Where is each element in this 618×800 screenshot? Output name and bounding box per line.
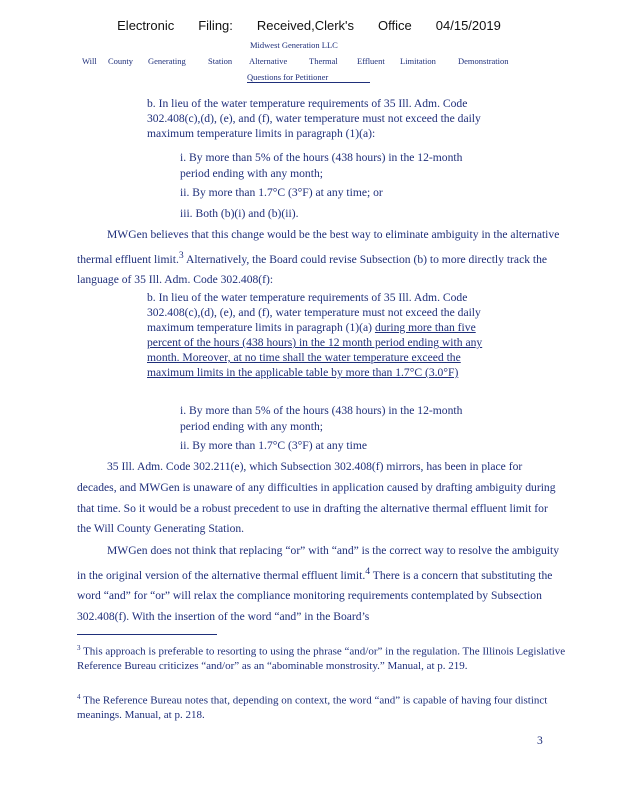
paragraph-1 [77,225,562,291]
header-word: Will [82,56,97,66]
footnote-4 [77,690,567,722]
header-word: Effluent [357,56,385,66]
header-word: County [108,56,134,66]
header-line1: Midwest Generation LLC [250,40,338,50]
stamp-office: Office [378,18,412,33]
stamp-received: Received,Clerk's [256,18,355,33]
proposal-b-i: i. By more than 5% of the hours (438 hours) in the 12-month period ending with any month; [180,151,463,180]
proposal-b-ii: ii. By more than 1.7°C (3°F) at any time; or [180,186,383,199]
paragraph-3-text-a: MWGen does not think that replacing “or” with “and” is the correct way to resolve the ambiguity in the original version of the alternative thermal effluent limit. [77,544,560,582]
header-word: Alternative [249,56,288,66]
revision-b-ii: ii. By more than 1.7°C (3°F) at any time [180,439,368,452]
header-word: Demonstration [458,56,509,66]
header-underline [247,82,370,83]
proposal-b-iii: iii. Both (b)(i) and (b)(ii). [180,207,299,220]
revision-b-inserted-text: during more than five percent of the hours (438 hours) in the 12 month period ending with any month. Moreover, at no time shall the water temperature exceed the maximum limits in the applicable table by more than 1.7°C (3.0°F) [147,321,483,379]
header-word: Generating [148,56,186,66]
header-word: Station [208,56,233,66]
stamp-kind: Electronic [117,18,175,33]
header-word: Thermal [309,56,338,66]
page-number: 3 [537,734,543,747]
header-word: Limitation [400,56,436,66]
paragraph-3-text-b: There is a concern that substituting the word “and” for “or” will relax the compliance monitoring requirements contemplated by Subsection 302.408(f). With the insertion of the word “and” in the Board’s [77,568,553,624]
filing-stamp [0,18,618,33]
footnote-number: 4 [77,693,81,701]
stamp-date: 04/15/2019 [435,18,501,33]
footnote-ref-3[interactable]: 3 [178,249,184,261]
proposal-b: b. In lieu of the water temperature requirements of 35 Ill. Adm. Code 302.408(c),(d), (e), and (f), water temperature must not exceed the daily maximum temperature limits in paragraph (1)(a): [147,97,481,140]
footnote-3 [77,641,567,673]
footnote-text: The Reference Bureau notes that, depending on context, the word “and” is capable of having four distinct meanings. Manual, at p. 218. [77,694,548,721]
revision-b-text: b. In lieu of the water temperature requirements of 35 Ill. Adm. Code 302.408(c),(d), (e), and (f), water temperature must not exceed the daily maximum temperature limits in paragraph (1)(a) [147,291,481,334]
footnote-separator [77,634,217,635]
revision-b-i: i. By more than 5% of the hours (438 hours) in the 12-month period ending with any month; [180,404,463,433]
footnote-text: This approach is preferable to resorting to using the phrase “and/or” in the regulation. The Illinois Legislative Reference Bureau criticizes “and/or” as an “abominable monstrosity.” Manual, at p. 219. [77,645,566,672]
header-line3: Questions for Petitioner [247,72,329,82]
paragraph-1-text-a: MWGen believes that this change would be the best way to eliminate ambiguity in the alternative thermal effluent limit. [77,228,560,266]
paragraph-3 [77,541,562,628]
paragraph-1-text-b: Alternatively, the Board could revise Subsection (b) to more directly track the language of 35 Ill. Adm. Code 302.408(f): [77,252,548,287]
stamp-filing: Filing: [198,18,233,33]
footnote-ref-4[interactable]: 4 [365,565,371,577]
footnote-number: 3 [77,644,81,652]
running-header [0,40,618,84]
revision-b [147,290,485,380]
paragraph-2 [77,457,562,540]
paragraph-2-text: 35 Ill. Adm. Code 302.211(e), which Subsection 302.408(f) mirrors, has been in place for decades, and MWGen is unaware of any difficulties in application caused by drafting ambiguity during that time. So it would be a robust precedent to use in drafting the alternative thermal effluent limit for the Will County Generating Station. [77,460,556,536]
